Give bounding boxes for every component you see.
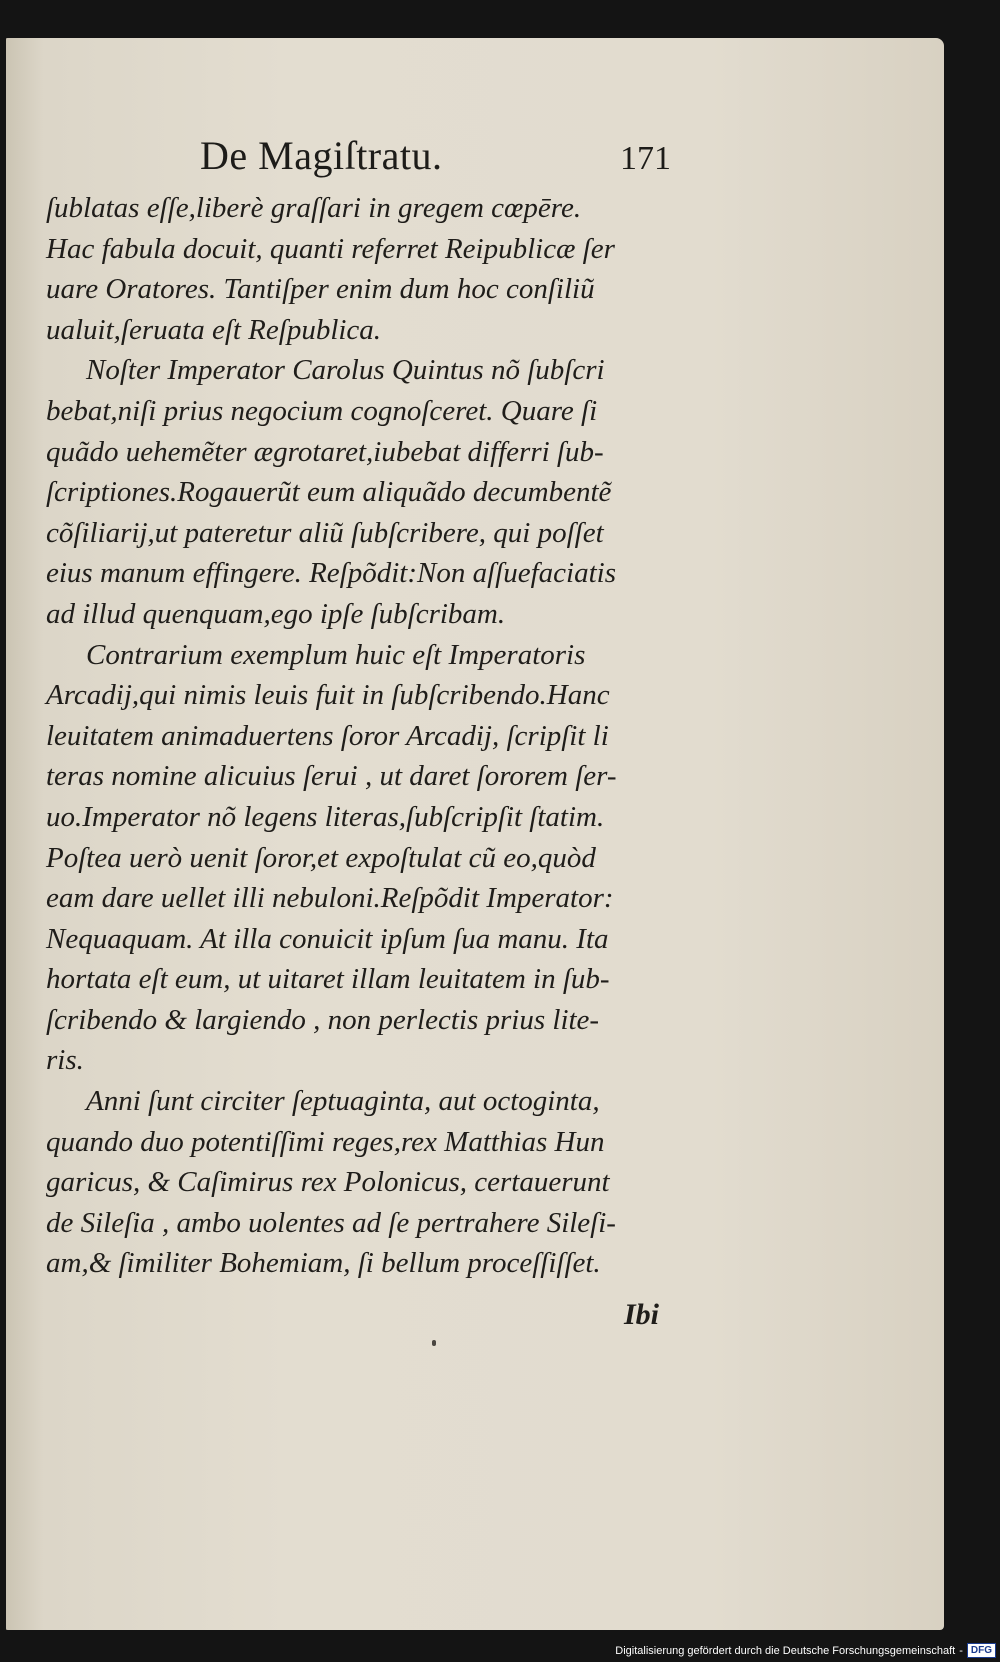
text-line: quando duo potentiſſimi reges,rex Matthias Hun: [46, 1125, 605, 1158]
credit-text: Digitalisierung gefördert durch die Deutsche Forschungsgemeinschaft: [615, 1644, 956, 1657]
text-line: eius manum effingere. Reſpõdit:Non aſſuefaciatis: [46, 557, 616, 590]
dfg-logo-icon: DFG: [967, 1643, 996, 1658]
text-line: bebat,niſi prius negocium cognoſceret. Quare ſi: [46, 394, 598, 427]
text-line: quãdo uehemẽter ægrotaret,iubebat differri ſub-: [46, 435, 604, 468]
text-line: Arcadij,qui nimis leuis fuit in ſubſcribendo.Hanc: [46, 679, 610, 712]
text-line: cõſiliarij,ut pateretur aliũ ſubſcribere, qui poſſet: [46, 516, 604, 549]
page-body-text: [46, 188, 666, 1284]
ink-speck: [432, 1340, 436, 1346]
text-line: uare Oratores. Tantiſper enim dum hoc conſiliũ: [46, 273, 595, 306]
text-line: am,& ſimiliter Bohemiam, ſi bellum proceſſiſſet.: [46, 1247, 601, 1280]
text-line: de Sileſia , ambo uolentes ad ſe pertrahere Sileſi-: [46, 1206, 616, 1239]
running-header-title: De Magiſtratu.: [200, 133, 443, 178]
text-line: ad illud quenquam,ego ipſe ſubſcribam.: [46, 597, 506, 630]
text-line: eam dare uellet illi nebuloni.Reſpõdit Imperator:: [46, 882, 614, 915]
text-line: leuitatem animaduertens ſoror Arcadij, ſcripſit li: [46, 719, 609, 752]
text-line: uo.Imperator nõ legens literas,ſubſcripſit ſtatim.: [46, 800, 605, 833]
text-line: ſublatas eſſe,liberè graſſari in gregem cœpēre.: [46, 192, 582, 224]
text-line: ualuit,ſeruata eſt Reſpublica.: [46, 313, 382, 346]
text-line: Contrarium exemplum huic eſt Imperatoris: [86, 638, 586, 671]
credit-separator: -: [959, 1644, 963, 1657]
text-line: ris.: [46, 1044, 84, 1077]
digitization-credit: [615, 1643, 996, 1658]
catchword: Ibi: [624, 1298, 660, 1331]
text-line: garicus, & Caſimirus rex Polonicus, certauerunt: [46, 1166, 610, 1199]
text-line: Nequaquam. At illa conuicit ipſum ſua manu. Ita: [46, 922, 609, 955]
text-line: ſcriptiones.Rogauerũt eum aliquãdo decumbentẽ: [46, 476, 612, 509]
text-line: Anni ſunt circiter ſeptuaginta, aut octoginta,: [86, 1085, 600, 1118]
text-line: Hac fabula docuit, quanti referret Reipublicæ ſer: [46, 232, 615, 265]
text-line: ſcribendo & largiendo , non perlectis prius lite-: [46, 1003, 600, 1036]
text-line: teras nomine alicuius ſerui , ut daret ſororem ſer-: [46, 760, 617, 793]
page-number: 171: [620, 140, 671, 177]
text-line: Noſter Imperator Carolus Quintus nõ ſubſcri: [86, 354, 605, 387]
text-line: hortata eſt eum, ut uitaret illam leuitatem in ſub-: [46, 963, 610, 996]
text-line: Poſtea uerò uenit ſoror,et expoſtulat cũ eo,quòd: [46, 841, 596, 874]
